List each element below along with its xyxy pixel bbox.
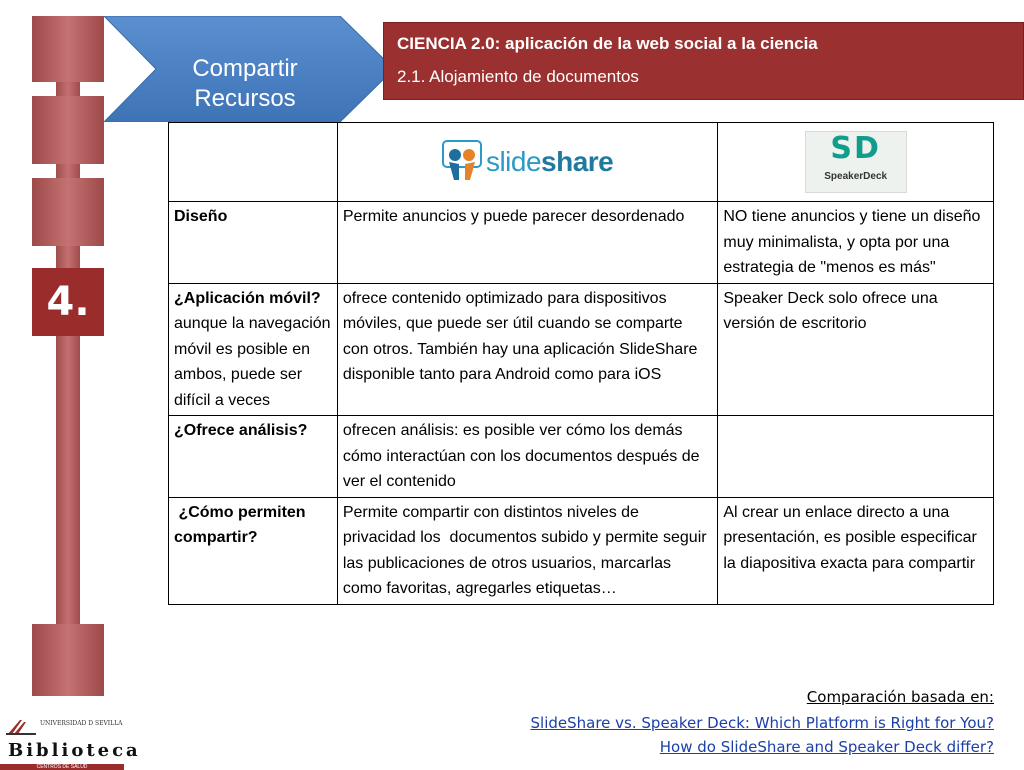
slideshare-cell: Permite compartir con distintos niveles de privacidad los documentos subido y permite seguir las publicaciones de otros usuarios, marcarlas como favoritas, agregarles etiquetas… bbox=[337, 497, 718, 604]
comparison-table bbox=[168, 122, 994, 605]
source-link-2[interactable]: How do SlideShare and Speaker Deck differ? bbox=[659, 738, 994, 756]
speakerdeck-badge bbox=[805, 131, 907, 193]
library-name: Biblioteca bbox=[8, 740, 141, 761]
table-header-row bbox=[169, 123, 994, 202]
bar-stem bbox=[56, 246, 80, 268]
bar-stem bbox=[56, 82, 80, 96]
slideshare-cell: Permite anuncios y puede parecer desordenado bbox=[337, 202, 718, 284]
speakerdeck-cell: Al crear un enlace directo a una presentación, es posible especificar la diapositiva exacta para compartir bbox=[718, 497, 994, 604]
section-number: 4. bbox=[32, 268, 104, 336]
table-row bbox=[169, 202, 994, 284]
library-tagline: CENTROS DE SALUD bbox=[0, 764, 124, 770]
slideshare-icon bbox=[442, 140, 482, 184]
chevron-line-1: Compartir bbox=[192, 55, 298, 82]
row-label: ¿Ofrece análisis? bbox=[169, 416, 338, 498]
speakerdeck-cell: Speaker Deck solo ofrece una versión de escritorio bbox=[718, 283, 994, 416]
slideshare-logo-cell bbox=[337, 123, 718, 202]
row-label-cell bbox=[169, 283, 338, 416]
title-main: CIENCIA 2.0: aplicación de la web social a la ciencia bbox=[397, 34, 818, 53]
row-label-note: aunque la navegación móvil es posible en ambos, puede ser difícil a veces bbox=[174, 315, 331, 409]
speakerdeck-logo bbox=[723, 125, 988, 199]
slideshare-logo bbox=[343, 125, 713, 199]
speakerdeck-mark: SD bbox=[830, 131, 881, 167]
table-row bbox=[169, 416, 994, 498]
university-crest-icon bbox=[6, 718, 36, 736]
row-label: ¿Aplicación móvil? bbox=[174, 289, 321, 307]
bar-segment bbox=[32, 178, 104, 246]
speakerdeck-logo-cell bbox=[718, 123, 994, 202]
bar-segment bbox=[32, 16, 104, 82]
university-name: UNIVERSIDAD D SEVILLA bbox=[40, 720, 123, 727]
slideshare-wordmark bbox=[485, 146, 614, 178]
speakerdeck-cell: NO tiene anuncios y tiene un diseño muy minimalista, y opta por una estrategia de "menos es más" bbox=[718, 202, 994, 284]
speakerdeck-word: SpeakerDeck bbox=[824, 171, 888, 183]
bar-stem bbox=[56, 336, 80, 624]
title-sub: 2.1. Alojamiento de documentos bbox=[397, 67, 639, 86]
library-logo bbox=[0, 712, 141, 770]
table-row bbox=[169, 283, 994, 416]
section-chevron bbox=[104, 16, 394, 122]
bar-segment bbox=[32, 96, 104, 164]
chevron-line-2: Recursos bbox=[194, 85, 296, 112]
bar-stem bbox=[56, 164, 80, 178]
empty-header-cell bbox=[169, 123, 338, 202]
table-row bbox=[169, 497, 994, 604]
slideshare-word-a: slide bbox=[485, 146, 542, 178]
speakerdeck-cell bbox=[718, 416, 994, 498]
slideshare-cell: ofrecen análisis: es posible ver cómo los demás cómo interactúan con los documentos después de ver el contenido bbox=[337, 416, 718, 498]
title-banner bbox=[383, 22, 1024, 100]
row-label: ¿Cómo permiten compartir? bbox=[169, 497, 338, 604]
slideshare-cell: ofrece contenido optimizado para dispositivos móviles, que puede ser útil cuando se comparte con otros. También hay una aplicación SlideShare disponible tanto para Android como para iOS bbox=[337, 283, 718, 416]
chevron-label bbox=[140, 54, 350, 114]
slideshare-word-b: share bbox=[541, 146, 614, 178]
bar-segment bbox=[32, 624, 104, 696]
source-caption: Comparación basada en: bbox=[806, 688, 994, 706]
source-link-1[interactable]: SlideShare vs. Speaker Deck: Which Platform is Right for You? bbox=[530, 714, 994, 732]
row-label: Diseño bbox=[169, 202, 338, 284]
